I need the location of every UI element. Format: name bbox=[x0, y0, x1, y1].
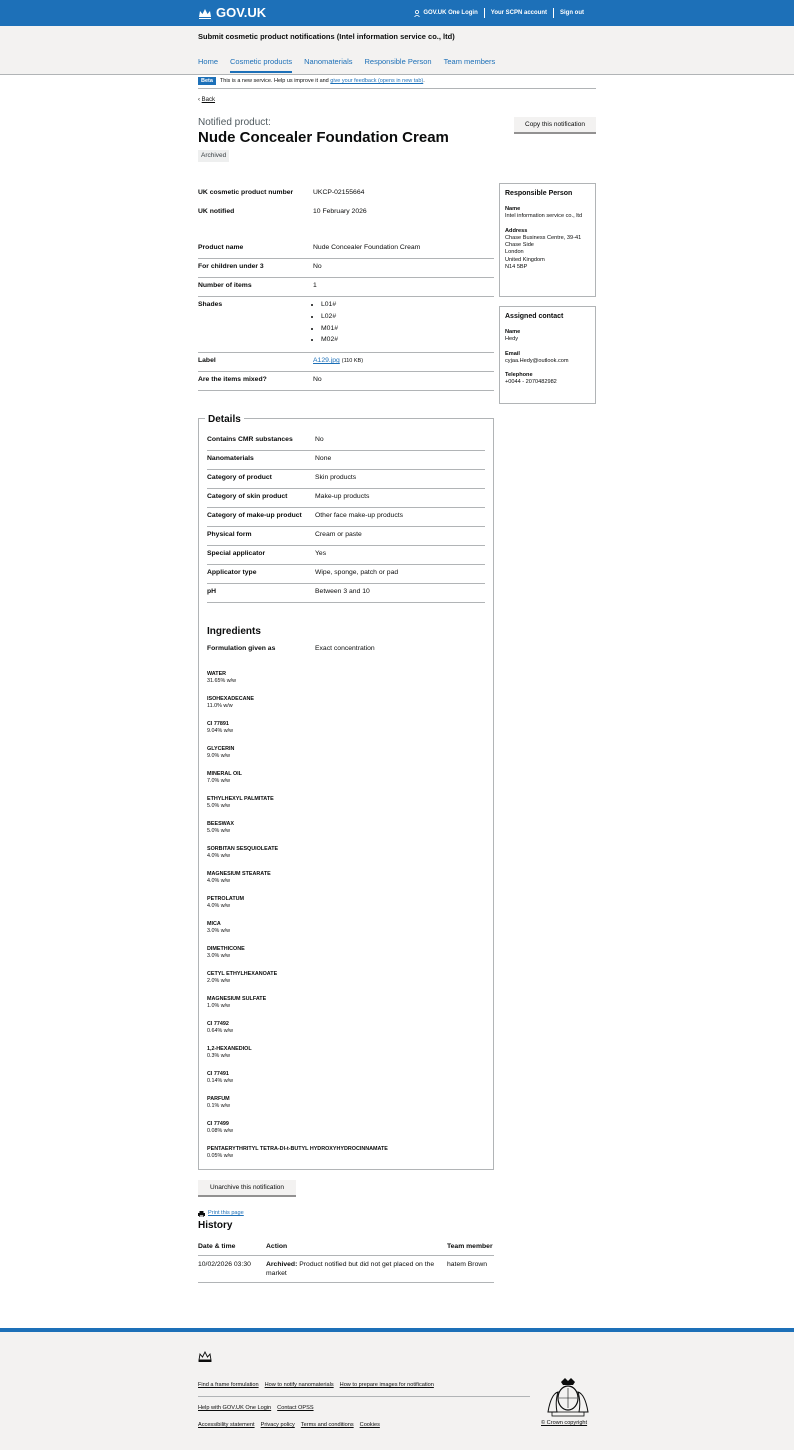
details-row: Applicator type Wipe, sponge, patch or pad bbox=[207, 565, 485, 584]
ingredient-name: MICA bbox=[207, 921, 221, 927]
beta-text: This is a new service. Help us improve it and bbox=[219, 78, 331, 84]
unarchive-button[interactable]: Unarchive this notification bbox=[198, 1180, 296, 1195]
list-item: • M02# bbox=[321, 336, 494, 345]
crown-icon bbox=[198, 7, 212, 19]
ingredient-item bbox=[207, 896, 485, 921]
ingredient-name: SORBITAN SESQUIOLEATE bbox=[207, 846, 279, 852]
one-login-link[interactable]: GOV.UK One Login bbox=[408, 8, 483, 18]
file-size: (110 KB) bbox=[341, 358, 364, 365]
ingredient-name: MINERAL OIL bbox=[207, 771, 242, 777]
ingredient-name: ISOHEXADECANE bbox=[207, 696, 255, 702]
printer-icon bbox=[198, 1211, 205, 1217]
ingredient-item bbox=[207, 1046, 485, 1071]
footer-divider bbox=[198, 1396, 530, 1397]
ingredient-concentration: 0.3% w/w bbox=[207, 1053, 231, 1060]
ingredient-item bbox=[207, 971, 485, 996]
sign-out-link[interactable]: Sign out bbox=[553, 8, 590, 18]
ingredient-name: CI 77492 bbox=[207, 1021, 229, 1027]
ingredient-name: PETROLATUM bbox=[207, 896, 245, 902]
footer-link[interactable]: Privacy policy bbox=[260, 1422, 295, 1428]
list-item: • M01# bbox=[321, 325, 494, 334]
ingredient-name: BEESWAX bbox=[207, 821, 234, 827]
summary-row: Product name Nude Concealer Foundation Cream bbox=[198, 240, 494, 259]
crown-icon bbox=[198, 1350, 212, 1362]
ingredient-item bbox=[207, 671, 485, 696]
footer-link[interactable]: Help with GOV.UK One Login bbox=[198, 1405, 272, 1411]
card-title: Assigned contact bbox=[505, 313, 564, 320]
ingredient-item bbox=[207, 1146, 485, 1171]
details-row: Category of make-up product Other face make-up products bbox=[207, 508, 485, 527]
ingredient-concentration: 7.0% w/w bbox=[207, 778, 231, 785]
ingredient-item bbox=[207, 871, 485, 896]
ingredient-name: WATER bbox=[207, 671, 227, 677]
shades-row: Shades • L01# • L02# • M01# • M02# bbox=[198, 297, 494, 353]
footer-link[interactable]: How to prepare images for notification bbox=[339, 1382, 434, 1388]
ingredient-concentration: 0.14% w/w bbox=[207, 1078, 234, 1085]
footer-links-help bbox=[198, 1405, 314, 1412]
table-header: Date & time Action Team member bbox=[198, 1243, 494, 1256]
service-name[interactable]: Submit cosmetic product notifications (Intel information service co., ltd) bbox=[198, 32, 455, 41]
royal-coat-of-arms-icon bbox=[543, 1374, 593, 1418]
details-row: Category of product Skin products bbox=[207, 470, 485, 489]
footer-link[interactable]: Find a frame formulation bbox=[198, 1382, 259, 1388]
ingredient-item bbox=[207, 696, 485, 721]
user-icon bbox=[414, 10, 420, 17]
govuk-header bbox=[0, 0, 794, 26]
ingredient-concentration: 3.0% w/w bbox=[207, 928, 231, 935]
nav-cosmetic-products[interactable]: Cosmetic products bbox=[230, 57, 292, 73]
ingredient-item bbox=[207, 996, 485, 1021]
ingredient-item bbox=[207, 1121, 485, 1146]
footer-link[interactable]: Contact OPSS bbox=[277, 1405, 314, 1411]
details-legend: Details bbox=[205, 413, 244, 426]
history-heading: History bbox=[198, 1220, 233, 1231]
ingredient-item bbox=[207, 821, 485, 846]
ingredient-concentration: 0.08% w/w bbox=[207, 1128, 234, 1135]
phase-banner: Beta This is a new service. Help us improve it and give your feedback (opens in new tab). bbox=[198, 78, 596, 89]
ingredient-item bbox=[207, 921, 485, 946]
list-item: • L01# bbox=[321, 301, 494, 310]
nav-home[interactable]: Home bbox=[198, 57, 219, 66]
ingredient-concentration: 4.0% w/w bbox=[207, 903, 231, 910]
page-title: Nude Concealer Foundation Cream bbox=[198, 129, 449, 146]
service-nav bbox=[198, 57, 495, 73]
ingredient-item bbox=[207, 796, 485, 821]
ingredient-concentration: 0.1% w/w bbox=[207, 1103, 231, 1110]
nav-responsible-person[interactable]: Responsible Person bbox=[364, 57, 432, 66]
crown-copyright: © Crown copyright bbox=[541, 1420, 588, 1426]
summary-list-main bbox=[198, 240, 494, 391]
ingredients-list bbox=[207, 671, 485, 1171]
ingredient-name: CI 77499 bbox=[207, 1121, 229, 1127]
nav-team-members[interactable]: Team members bbox=[443, 57, 496, 66]
ingredient-concentration: 1.0% w/w bbox=[207, 1003, 231, 1010]
ingredient-concentration: 0.05% w/w bbox=[207, 1153, 234, 1160]
ingredient-name: CI 77891 bbox=[207, 721, 229, 727]
shades-list bbox=[313, 301, 494, 345]
label-row: Label A129.jpg (110 KB) bbox=[198, 353, 494, 372]
ingredient-item bbox=[207, 846, 485, 871]
summary-row: For children under 3 No bbox=[198, 259, 494, 278]
footer-link[interactable]: Cookies bbox=[359, 1422, 380, 1428]
details-row: Physical form Cream or paste bbox=[207, 527, 485, 546]
details-row: pH Between 3 and 10 bbox=[207, 584, 485, 603]
details-list bbox=[207, 432, 485, 603]
logo-text: GOV.UK bbox=[216, 5, 267, 20]
back-link[interactable]: ‹ Back bbox=[198, 97, 216, 103]
ingredients-heading: Ingredients bbox=[207, 626, 261, 637]
footer-link[interactable]: Accessibility statement bbox=[198, 1422, 255, 1428]
govuk-logo[interactable] bbox=[198, 5, 266, 22]
summary-row: UK cosmetic product number UKCP-02155664 bbox=[198, 189, 365, 196]
ingredient-name: PARFUM bbox=[207, 1096, 230, 1102]
scpn-account-link[interactable]: Your SCPN account bbox=[484, 8, 553, 18]
responsible-person-card: Responsible Person Name Intel information service co., ltd Address Chase Business Centre, 39-41 Chase Side London United Kingdom N14 5BP bbox=[499, 183, 596, 297]
ingredient-name: MAGNESIUM SULFATE bbox=[207, 996, 267, 1002]
ingredient-name: PENTAERYTHRITYL TETRA-DI-t-BUTYL HYDROXYHYDROCINNAMATE bbox=[207, 1146, 388, 1152]
ingredient-item bbox=[207, 1071, 485, 1096]
footer-link[interactable]: How to notify nanomaterials bbox=[264, 1382, 334, 1388]
nav-nanomaterials[interactable]: Nanomaterials bbox=[304, 57, 353, 66]
ingredient-concentration: 4.0% w/w bbox=[207, 853, 231, 860]
ingredient-concentration: 9.0% w/w bbox=[207, 753, 231, 760]
ingredient-concentration: 3.0% w/w bbox=[207, 953, 231, 960]
feedback-link[interactable]: give your feedback (opens in new tab) bbox=[330, 78, 424, 84]
list-item: • L02# bbox=[321, 313, 494, 322]
assigned-contact-card: Assigned contact Name Hedy Email cyjaa.Hedy@outlook.com Telephone +0044 - 2070482982 bbox=[499, 306, 596, 404]
footer-link[interactable]: Terms and conditions bbox=[300, 1422, 354, 1428]
ingredient-name: ETHYLHEXYL PALMITATE bbox=[207, 796, 274, 802]
summary-row: Number of items 1 bbox=[198, 278, 494, 297]
ingredient-concentration: 0.64% w/w bbox=[207, 1028, 234, 1035]
ingredient-concentration: 9.04% w/w bbox=[207, 728, 234, 735]
ingredient-item bbox=[207, 771, 485, 796]
ingredient-item bbox=[207, 1096, 485, 1121]
details-row: Category of skin product Make-up products bbox=[207, 489, 485, 508]
footer-links-primary bbox=[198, 1382, 434, 1389]
label-file-link[interactable]: A129.jpg bbox=[313, 357, 340, 365]
copy-notification-button[interactable]: Copy this notification bbox=[514, 117, 596, 132]
status-badge: Archived bbox=[198, 150, 229, 162]
ingredient-name: DIMETHICONE bbox=[207, 946, 245, 952]
card-title: Responsible Person bbox=[505, 190, 573, 197]
summary-list-top bbox=[198, 185, 494, 223]
govuk-footer bbox=[0, 1328, 794, 1450]
ingredient-concentration: 11.0% w/w bbox=[207, 703, 233, 710]
ingredient-concentration: 5.0% w/w bbox=[207, 803, 231, 810]
ingredient-name: CETYL ETHYLHEXANOATE bbox=[207, 971, 278, 977]
ingredient-item bbox=[207, 721, 485, 746]
ingredient-concentration: 5.0% w/w bbox=[207, 828, 231, 835]
beta-tag: Beta bbox=[198, 77, 216, 85]
ingredient-item bbox=[207, 946, 485, 971]
ingredient-item bbox=[207, 1021, 485, 1046]
formulation-row: Formulation given as Exact concentration bbox=[207, 645, 375, 652]
table-row: 10/02/2026 03:30 Archived: Product notified but did not get placed on the market hatem Brown bbox=[198, 1256, 494, 1284]
details-row: Nanomaterials None bbox=[207, 451, 485, 470]
details-fieldset bbox=[198, 414, 494, 1170]
details-row: Special applicator Yes bbox=[207, 546, 485, 565]
header-links bbox=[408, 8, 590, 18]
ingredient-name: GLYCERIN bbox=[207, 746, 235, 752]
print-link[interactable]: Print this page bbox=[198, 1210, 244, 1217]
ingredient-concentration: 31.65% w/w bbox=[207, 678, 237, 685]
footer-links-meta bbox=[198, 1422, 380, 1429]
summary-row: UK notified 10 February 2026 bbox=[198, 208, 367, 215]
ingredient-name: CI 77491 bbox=[207, 1071, 229, 1077]
summary-row: Are the items mixed? No bbox=[198, 372, 494, 391]
ingredient-concentration: 2.0% w/w bbox=[207, 978, 231, 985]
page-caption: Notified product: bbox=[198, 117, 271, 128]
ingredient-concentration: 4.0% w/w bbox=[207, 878, 231, 885]
details-row: Contains CMR substances No bbox=[207, 432, 485, 451]
ingredient-name: MAGNESIUM STEARATE bbox=[207, 871, 271, 877]
history-table bbox=[198, 1243, 494, 1283]
ingredient-item bbox=[207, 746, 485, 771]
ingredient-name: 1,2-HEXANEDIOL bbox=[207, 1046, 252, 1052]
